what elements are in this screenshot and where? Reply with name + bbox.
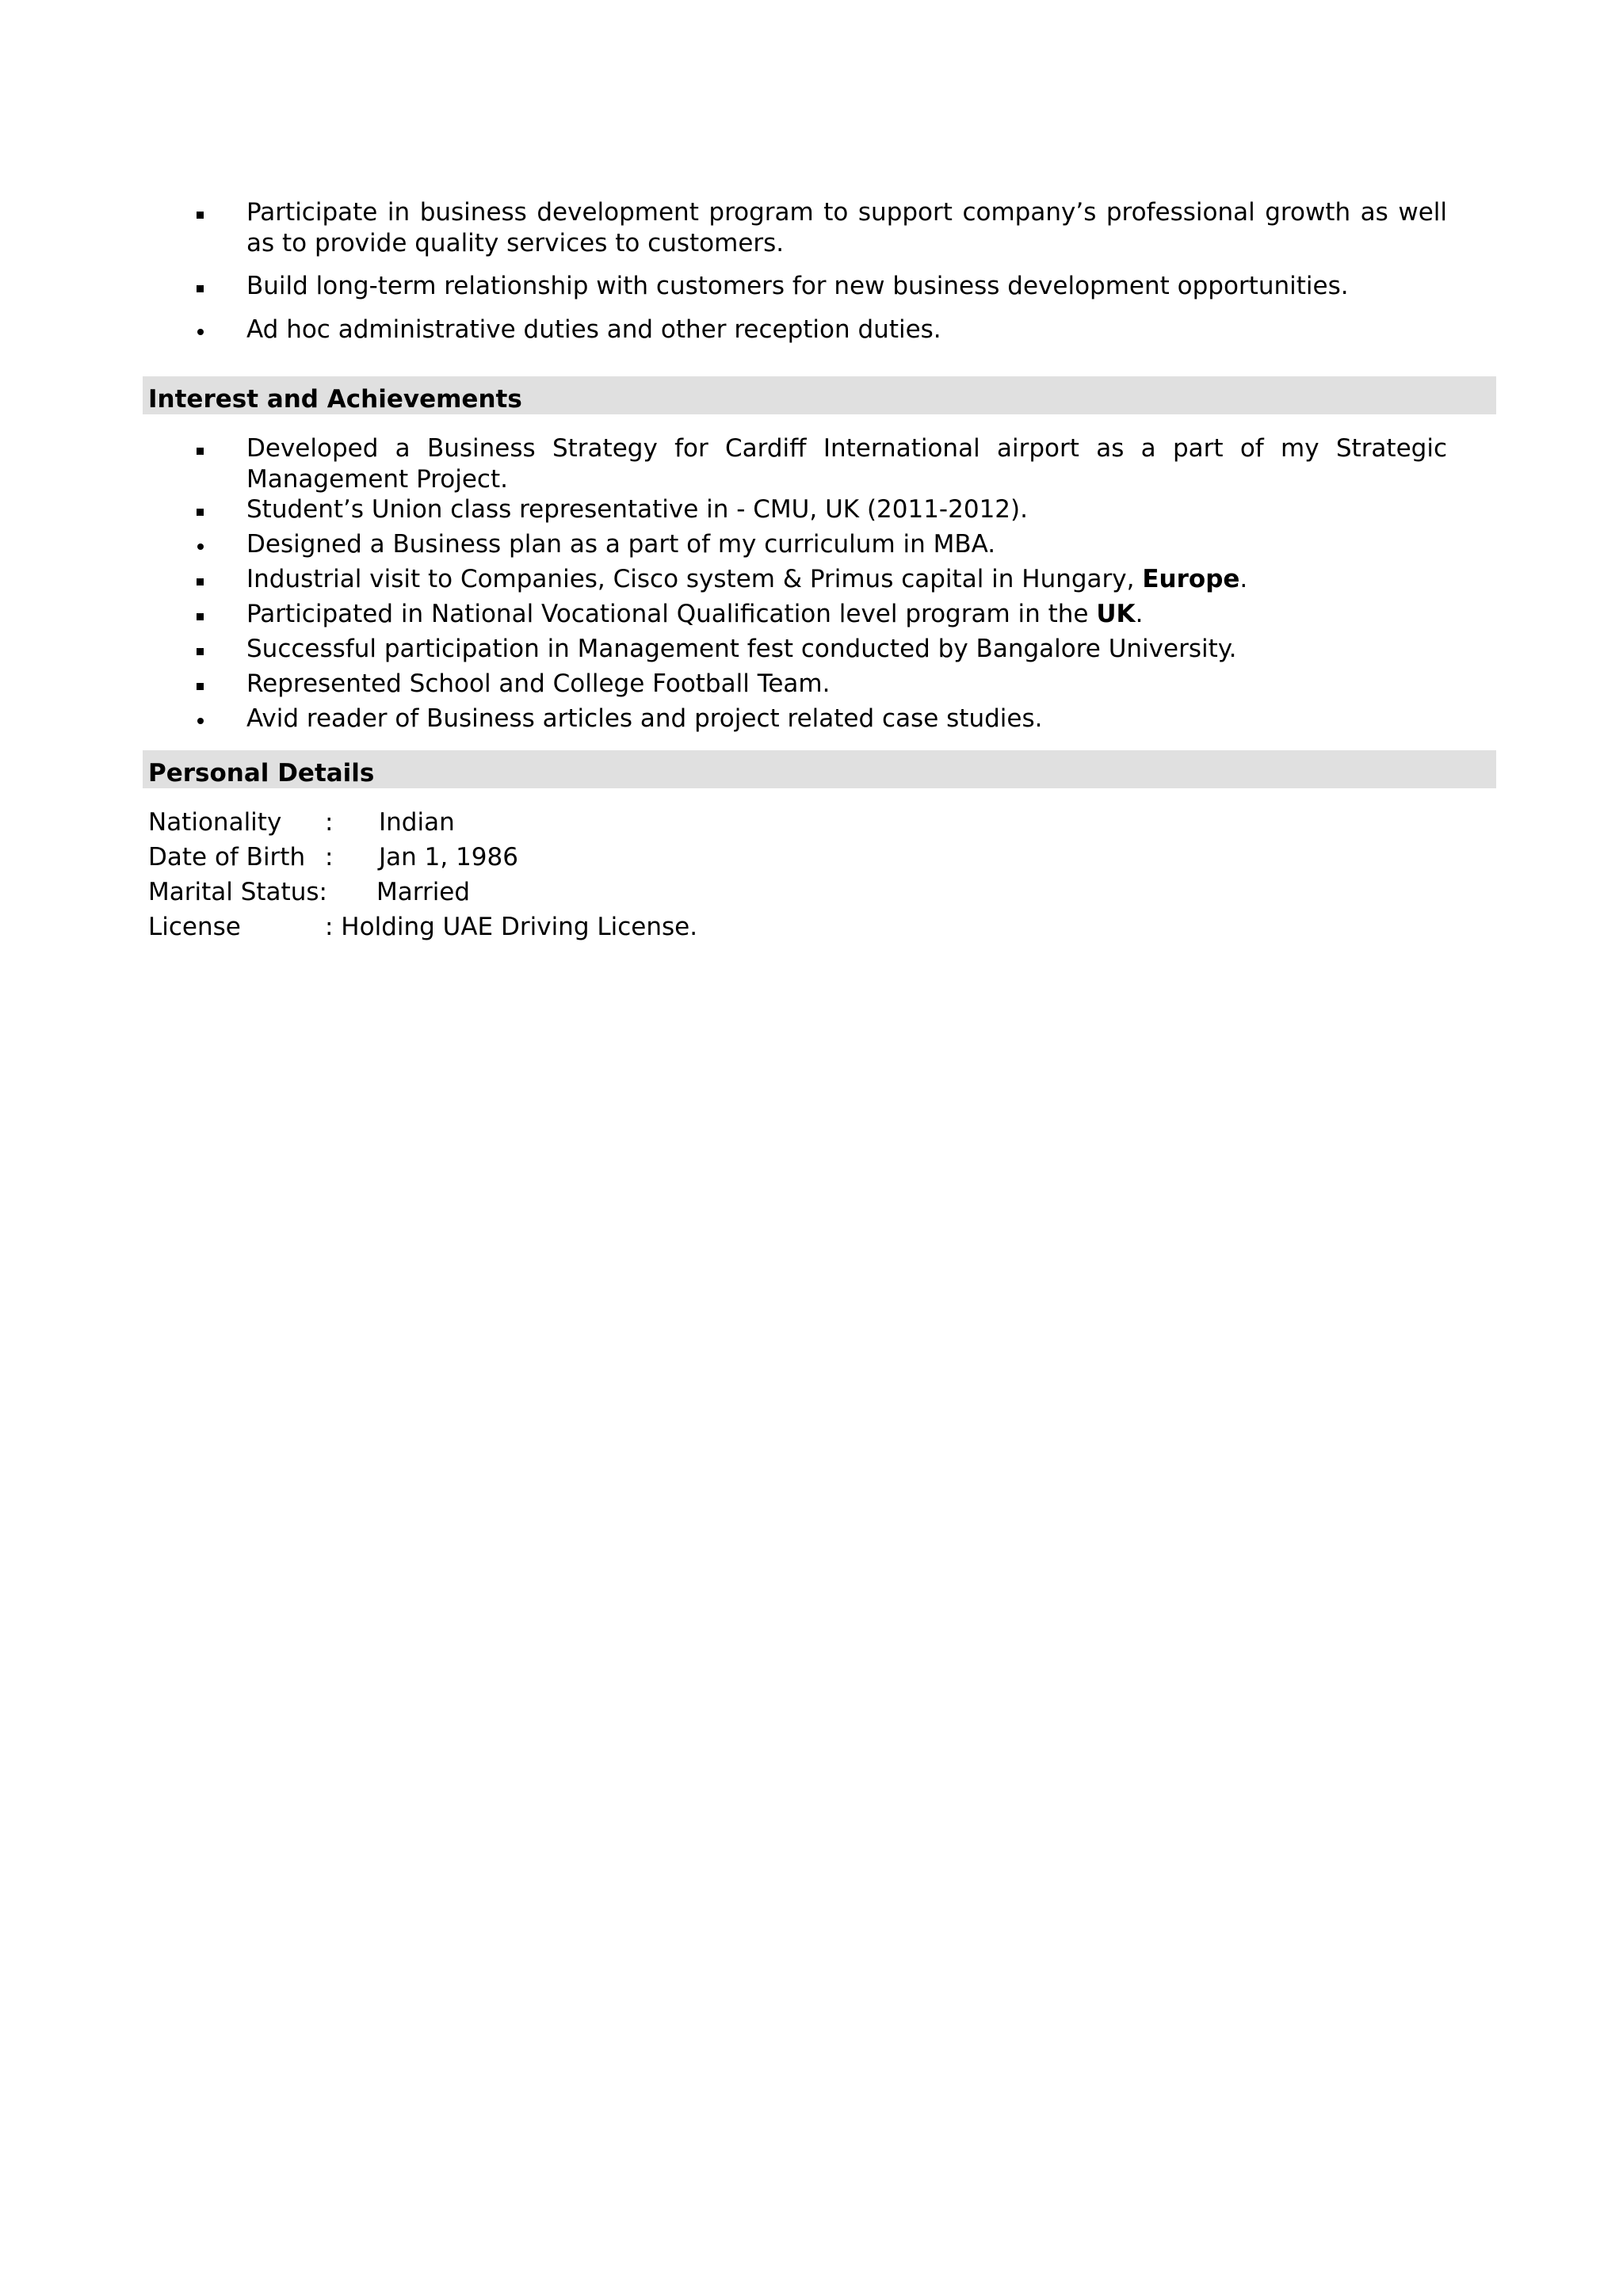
detail-value: Jan 1, 1986 <box>379 843 518 871</box>
detail-value: Married <box>376 878 471 906</box>
list-item: Represented School and College Football Team. <box>246 669 831 698</box>
list-item: Successful participation in Management fest conducted by Bangalore University. <box>246 635 1237 663</box>
detail-label: Date of Birth <box>148 843 306 871</box>
list-item: Participated in National Vocational Qualification level program in the UK. <box>246 600 1144 628</box>
list-item: Avid reader of Business articles and project related case studies. <box>246 704 1043 733</box>
list-item: Developed a Business Strategy for Cardiff International airport as a part of my Strategic Management Project. <box>246 434 1447 494</box>
list-item: Student’s Union class representative in - CMU, UK (2011-2012). <box>246 495 1028 524</box>
list-item: Build long-term relationship with customers for new business development opportunities. <box>246 272 1349 300</box>
section-heading-personal: Personal Details <box>143 750 1496 788</box>
list-item: Industrial visit to Companies, Cisco system & Primus capital in Hungary, Europe. <box>246 565 1248 593</box>
list-item: Ad hoc administrative duties and other reception duties. <box>246 315 941 344</box>
detail-label: License <box>148 913 241 941</box>
interest-bullet-list <box>190 433 1447 734</box>
experience-bullet-list <box>190 197 1447 345</box>
detail-label: Nationality <box>148 808 282 837</box>
list-item: Participate in business development program to support company’s professional growth as well as to provide quality services to customers. <box>246 198 1447 257</box>
detail-separator: : <box>325 808 334 837</box>
detail-value: : Holding UAE Driving License. <box>325 913 698 941</box>
detail-label: Marital Status: <box>148 878 327 906</box>
detail-separator: : <box>325 843 334 871</box>
section-heading-interest: Interest and Achievements <box>143 376 1496 414</box>
detail-value: Indian <box>379 808 455 837</box>
list-item: Designed a Business plan as a part of my curriculum in MBA. <box>246 530 996 559</box>
